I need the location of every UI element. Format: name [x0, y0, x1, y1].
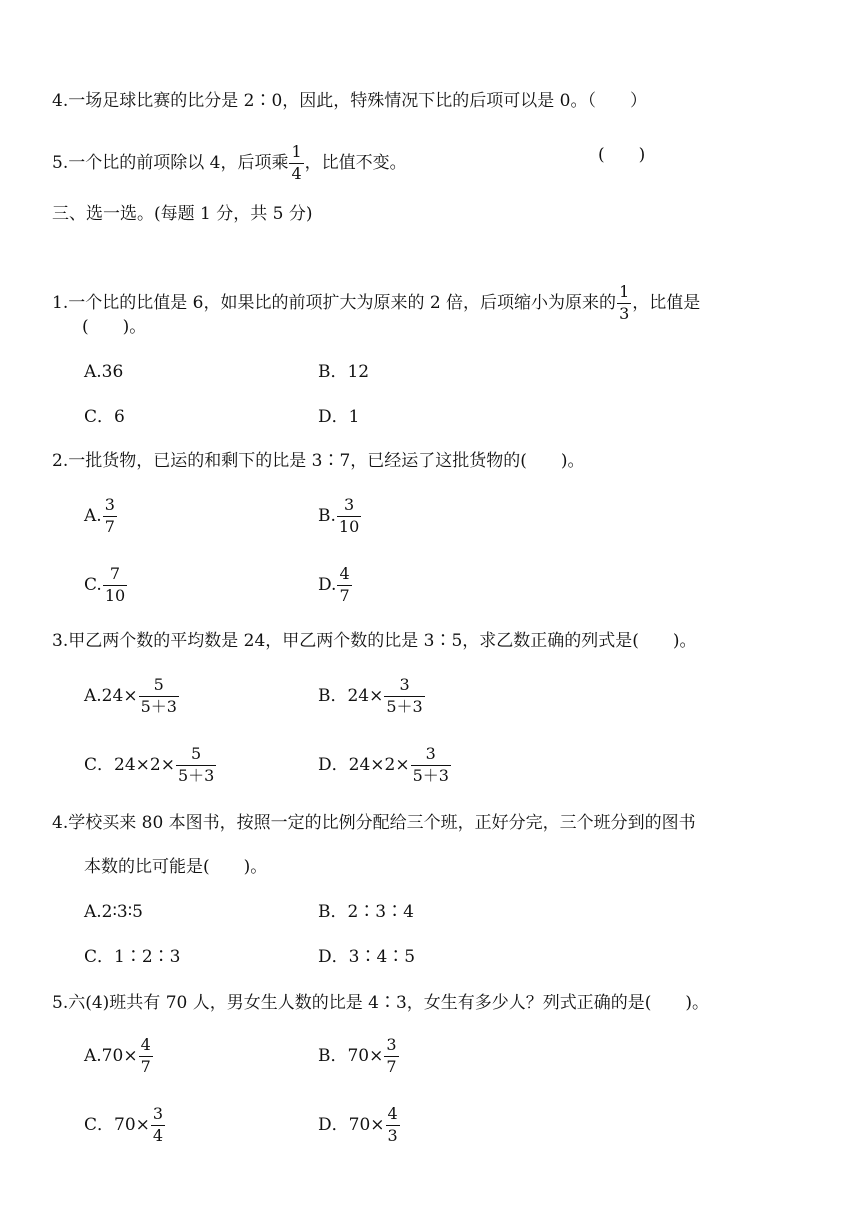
option-label: B．24× [318, 685, 384, 706]
question-3-stem: 3.甲乙两个数的平均数是 24，甲乙两个数的比是 3∶5，求乙数正确的列式是( )。 [52, 631, 697, 651]
fraction-denominator: 5＋3 [386, 696, 423, 716]
q3-option-c [84, 746, 217, 785]
option-label: D．70× [318, 1114, 385, 1135]
question-1-stem [52, 284, 700, 323]
fraction-one-third [617, 284, 631, 323]
tf-question-5 [52, 144, 407, 183]
tf-q5-text-a: 5.一个比的前项除以 4，后项乘 [52, 152, 289, 173]
fraction-numerator: 3 [151, 1106, 165, 1126]
fraction-one-quarter [289, 144, 303, 183]
q1-option-c: C．6 [84, 407, 125, 427]
q5-option-a [84, 1037, 154, 1076]
option-label: C．24×2× [84, 754, 175, 775]
tf-q5-text-b: ，比值不变。 [304, 152, 407, 173]
fraction [337, 566, 351, 605]
option-label: B．70× [318, 1045, 384, 1066]
fraction-numerator: 3 [337, 497, 361, 517]
option-label: D. [318, 574, 337, 595]
q1-answer-blank: ( )。 [82, 317, 147, 337]
q2-option-a [84, 497, 118, 536]
fraction-numerator: 3 [411, 746, 451, 766]
option-label: D．24×2× [318, 754, 410, 775]
fraction-numerator: 4 [139, 1037, 153, 1057]
fraction [103, 497, 117, 536]
q5-option-d [318, 1106, 401, 1145]
fraction-numerator: 3 [103, 497, 117, 517]
section-3-title: 三、选一选。(每题 1 分，共 5 分) [52, 204, 313, 224]
tf-q5-answer-paren: ( ) [598, 145, 646, 165]
q2-option-c [84, 566, 128, 605]
fraction-denominator: 7 [104, 516, 115, 536]
question-5-stem: 5.六(4)班共有 70 人，男女生人数的比是 4∶3，女生有多少人？列式正确的是( )。 [52, 993, 710, 1013]
q1-option-b: B．12 [318, 362, 370, 382]
q3-option-d [318, 746, 452, 785]
fraction-numerator: 3 [384, 1037, 398, 1057]
question-4-stem-line-1: 4.学校买来 80 本图书，按照一定的比例分配给三个班，正好分完，三个班分到的图书 [52, 813, 696, 833]
option-label: C. [84, 574, 102, 595]
fraction [384, 1037, 398, 1076]
q1-option-d: D．1 [318, 407, 360, 427]
option-label: A.70× [84, 1045, 138, 1066]
q2-option-b [318, 497, 362, 536]
fraction-numerator: 5 [139, 677, 179, 697]
fraction-numerator: 1 [617, 284, 631, 304]
q4-option-b: B．2∶3∶4 [318, 902, 414, 922]
q1-option-a: A.36 [84, 362, 124, 382]
fraction [337, 497, 361, 536]
fraction-denominator: 7 [386, 1056, 397, 1076]
fraction-denominator: 5＋3 [177, 765, 215, 785]
fraction-numerator: 7 [103, 566, 127, 586]
fraction-denominator: 7 [140, 1056, 151, 1076]
q1-stem-text-b: ，比值是 [632, 292, 701, 313]
fraction-numerator: 5 [176, 746, 216, 766]
q3-option-b [318, 677, 426, 716]
fraction-denominator: 3 [387, 1125, 398, 1145]
q2-option-d [318, 566, 353, 605]
fraction-denominator: 10 [338, 516, 360, 536]
fraction [384, 677, 424, 716]
option-label: B. [318, 505, 336, 526]
fraction [139, 1037, 153, 1076]
option-label: C．70× [84, 1114, 150, 1135]
fraction [103, 566, 127, 605]
fraction-denominator: 10 [104, 585, 126, 605]
option-label: A. [84, 505, 102, 526]
fraction-denominator: 4 [152, 1125, 164, 1145]
q4-option-c: C．1∶2∶3 [84, 947, 181, 967]
fraction-numerator: 4 [386, 1106, 400, 1126]
fraction-denominator: 7 [339, 585, 350, 605]
q4-option-d: D．3∶4∶5 [318, 947, 416, 967]
fraction-numerator: 4 [337, 566, 351, 586]
fraction-denominator: 5＋3 [412, 765, 449, 785]
question-4-stem-line-2: 本数的比可能是( )。 [84, 857, 268, 877]
q5-option-b [318, 1037, 400, 1076]
fraction-denominator: 3 [619, 303, 630, 323]
q4-option-a: A.2∶3∶5 [84, 902, 143, 922]
fraction-numerator: 1 [289, 144, 303, 164]
fraction-numerator: 3 [384, 677, 424, 697]
q5-option-c [84, 1106, 166, 1145]
fraction [151, 1106, 165, 1145]
fraction [176, 746, 216, 785]
q1-stem-text-a: 1.一个比的比值是 6，如果比的前项扩大为原来的 2 倍，后项缩小为原来的 [52, 292, 617, 313]
q3-option-a [84, 677, 180, 716]
question-2-stem: 2.一批货物，已运的和剩下的比是 3∶7，已经运了这批货物的( )。 [52, 451, 585, 471]
fraction [386, 1106, 400, 1145]
fraction-denominator: 5＋3 [140, 696, 177, 716]
fraction-denominator: 4 [291, 163, 302, 183]
option-label: A.24× [84, 685, 138, 706]
fraction [139, 677, 179, 716]
tf-question-4: 4.一场足球比赛的比分是 2∶0，因此，特殊情况下比的后项可以是 0。（ ） [52, 91, 647, 111]
fraction [411, 746, 451, 785]
